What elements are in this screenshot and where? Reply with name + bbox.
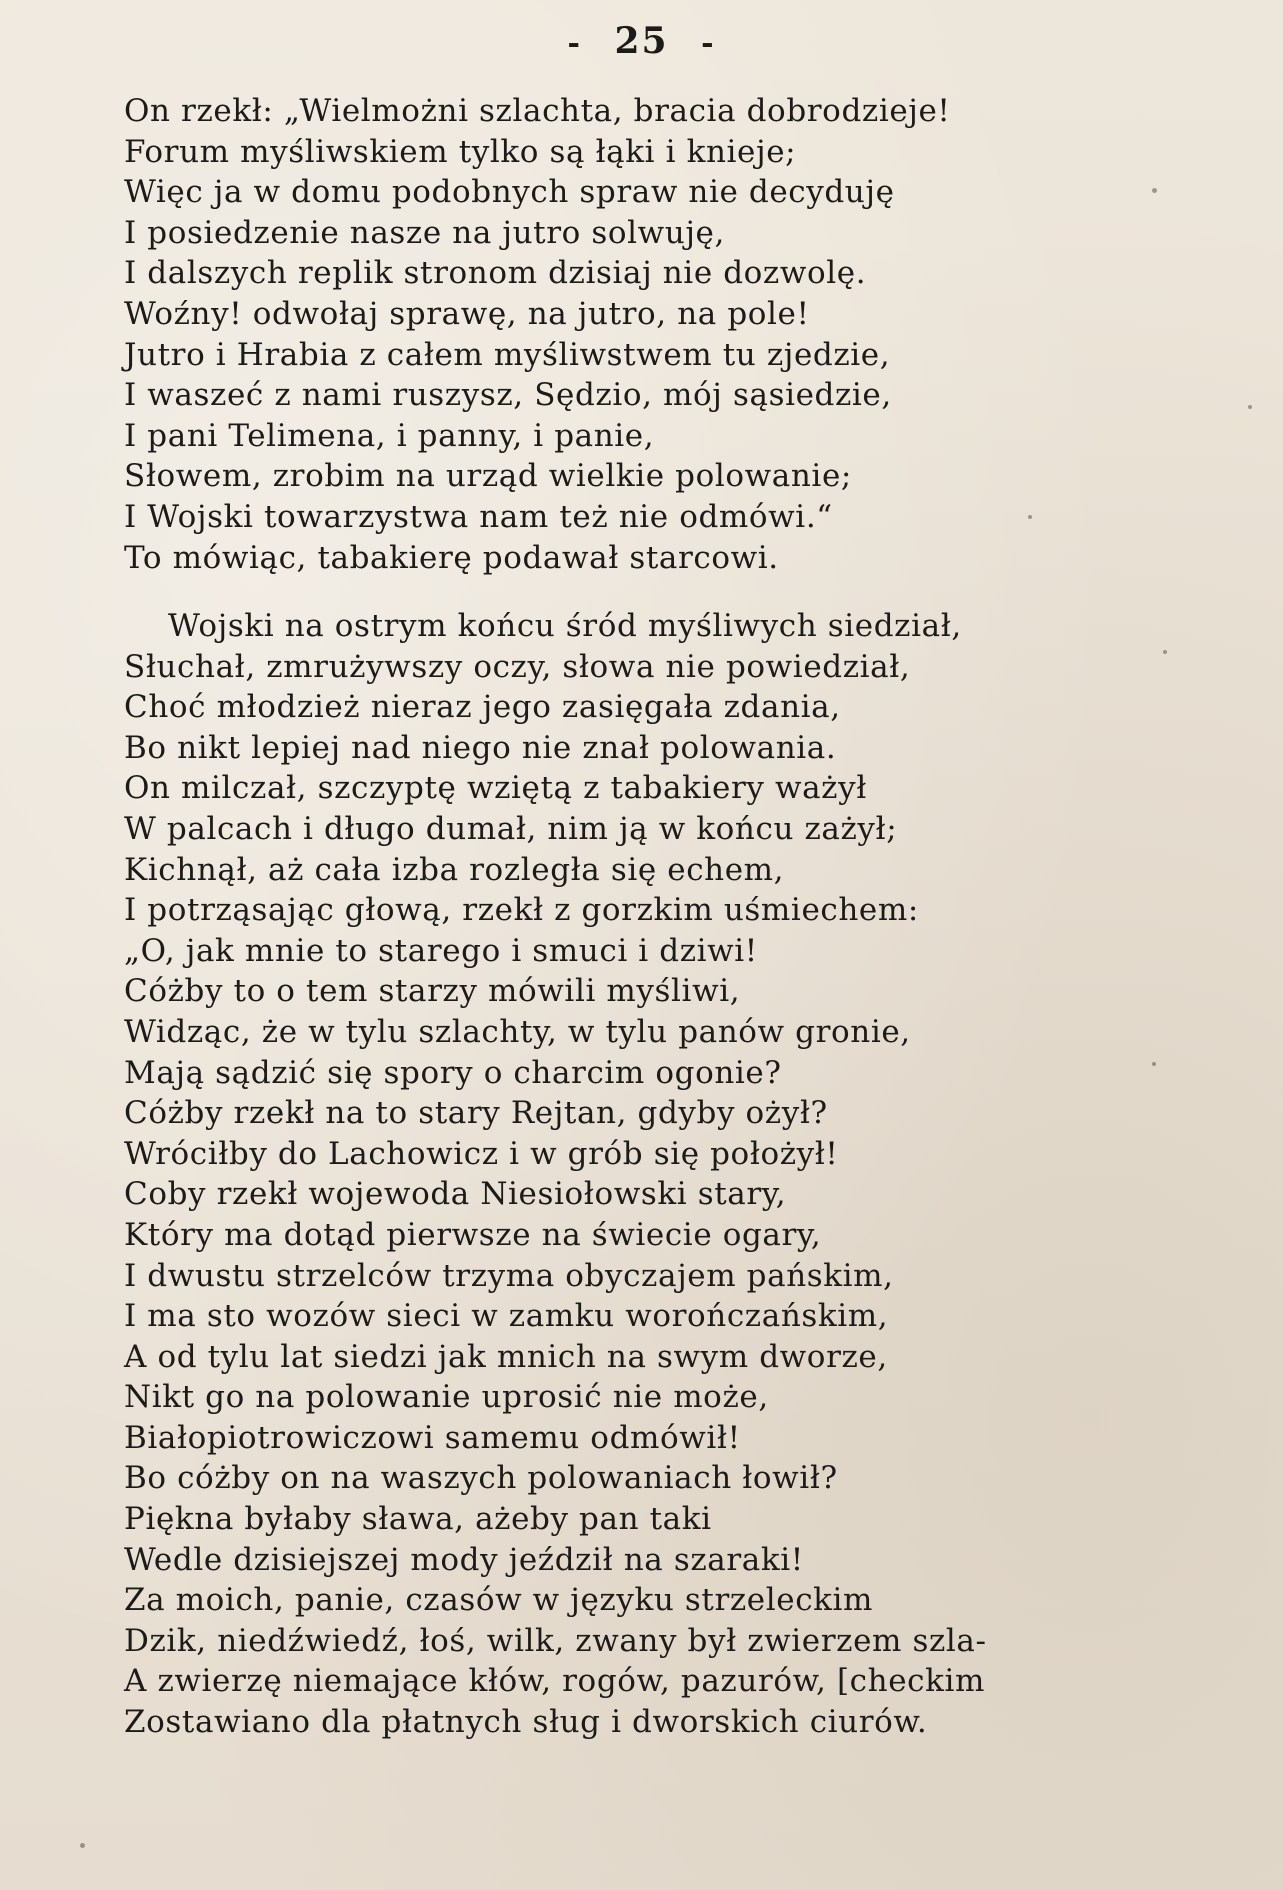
verse-line: Wedle dzisiejszej mody jeździł na szaraki!: [124, 1541, 804, 1578]
verse-line: I dalszych replik stronom dzisiaj nie dozwolę.: [124, 255, 867, 292]
verse-line: Nikt go na polowanie uprosić nie może,: [124, 1379, 769, 1416]
verse-line: Więc ja w domu podobnych spraw nie decyduję: [124, 174, 895, 211]
verse-line: I ma sto wozów sieci w zamku worończańskim,: [124, 1298, 889, 1335]
verse-line: Forum myśliwskiem tylko są łąki i knieje;: [124, 133, 797, 170]
verse-line: Widząc, że w tylu szlachty, w tylu panów gronie,: [124, 1013, 911, 1050]
verse-line: W palcach i długo dumał, nim ją w końcu zażył;: [124, 810, 898, 847]
verse-line: I pani Telimena, i panny, i panie,: [124, 417, 655, 454]
verse-line: I waszeć z nami ruszysz, Sędzio, mój sąsiedzie,: [124, 377, 892, 414]
verse-line: Piękna byłaby sława, ażeby pan taki: [124, 1501, 712, 1538]
verse-line: Cóżby rzekł na to stary Rejtan, gdyby ożył?: [124, 1095, 828, 1132]
verse-line: I Wojski towarzystwa nam też nie odmówi.“: [124, 498, 833, 535]
verse-line: Słuchał, zmrużywszy oczy, słowa nie powiedział,: [124, 648, 911, 685]
verse-line: Słowem, zrobim na urząd wielkie polowanie;: [124, 458, 852, 495]
verse-line: Kichnął, aż cała izba rozległa się echem,: [124, 851, 785, 888]
stanza-2: [124, 606, 1204, 1743]
verse-line: Coby rzekł wojewoda Niesiołowski stary,: [124, 1176, 787, 1213]
verse-line: Bo cóżby on na waszych polowaniach łowił?: [124, 1460, 838, 1497]
verse-line: Dzik, niedźwiedź, łoś, wilk, zwany był zwierzem szla-: [124, 1622, 987, 1659]
verse-line: I dwustu strzelców trzyma obyczajem pańskim,: [124, 1257, 894, 1294]
verse-line: Choć młodzież nieraz jego zasięgała zdania,: [124, 689, 841, 726]
header-left-dash: -: [567, 26, 582, 61]
verse-line: Który ma dotąd pierwsze na świecie ogary,: [124, 1216, 822, 1253]
paper-speck: [1163, 650, 1167, 654]
verse-line: Bo nikt lepiej nad niego nie znał polowania.: [124, 729, 837, 766]
verse-line: A zwierzę niemające kłów, rogów, pazurów, [checkim: [124, 1663, 985, 1700]
verse-line: Cóżby to o tem starzy mówili myśliwi,: [124, 973, 741, 1010]
verse-line: On milczał, szczyptę wziętą z tabakiery ważył: [124, 770, 867, 807]
verse-line: Zostawiano dla płatnych sług i dworskich ciurów.: [124, 1704, 928, 1741]
verse-line: I posiedzenie nasze na jutro solwuję,: [124, 214, 725, 251]
verse-line: Za moich, panie, czasów w języku strzeleckim: [124, 1582, 874, 1619]
verse-line: Białopiotrowiczowi samemu odmówił!: [124, 1419, 741, 1456]
verse-line: A od tylu lat siedzi jak mnich na swym dworze,: [124, 1338, 888, 1375]
verse-line: On rzekł: „Wielmożni szlachta, bracia dobrodzieje!: [124, 93, 951, 129]
verse-line: To mówiąc, tabakierę podawał starcowi.: [124, 539, 779, 576]
paper-speck: [1248, 405, 1252, 409]
verse-line: Jutro i Hrabia z całem myśliwstwem tu zjedzie,: [124, 336, 891, 373]
page-header: [0, 20, 1283, 62]
stanza-1: [124, 91, 1204, 578]
paper-speck: [1028, 515, 1032, 519]
verse-line: Wojski na ostrym końcu śród myśliwych siedział,: [168, 608, 962, 644]
verse-line: Mają sądzić się spory o charcim ogonie?: [124, 1054, 782, 1091]
verse-line: „O, jak mnie to starego i smuci i dziwi!: [124, 932, 758, 969]
paper-speck: [1152, 1062, 1156, 1066]
paper-speck: [1152, 188, 1157, 193]
paper-speck: [80, 1843, 85, 1848]
page-number: 25: [614, 20, 669, 62]
verse-line: Woźny! odwołaj sprawę, na jutro, na pole!: [124, 295, 810, 332]
header-right-dash: -: [701, 26, 716, 61]
verse-line: Wróciłby do Lachowicz i w grób się położył!: [124, 1135, 839, 1172]
verse-line: I potrząsając głową, rzekł z gorzkim uśmiechem:: [124, 892, 919, 929]
